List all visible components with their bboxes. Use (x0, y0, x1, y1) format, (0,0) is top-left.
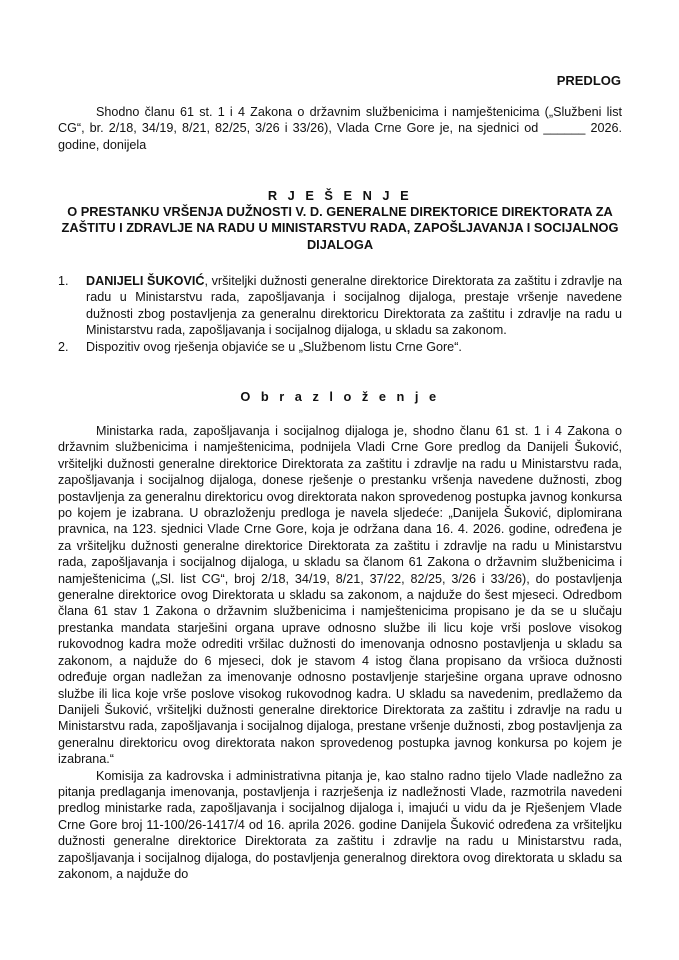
list-item (58, 273, 622, 339)
list-item-text: , vršiteljki dužnosti generalne direktorice Direktorata za zaštitu i zdravlje na radu u Ministarstvu rada, zapošljavanja i socijalnog dijaloga, prestaje vršenje navedene dužnosti zbog postavljenja za generalnu direktoricu Direktorata za zaštitu i zdravlje na radu u Ministarstvu rada, zapošljavanja i socijalnog dijaloga, u skladu sa zakonom. (86, 274, 622, 338)
list-item-number: 2. (58, 339, 69, 354)
list-item-number: 1. (58, 274, 69, 288)
explanation-paragraph: Komisija za kadrovska i administrativna pitanja je, kao stalno radno tijelo Vlade nadležno za pitanja predlaganja imenovanja, postavljenja i razrješenja iz nadležnosti Vlade, razmotrila navedeni predlog ministarke rada, zapošljavanja i socijalnog dijaloga i, imajući u vidu da je Rješenjem Vlade Crne Gore broj 11-100/26-1417/4 od 16. aprila 2026. godine Danijela Šuković određena za vršiteljku dužnosti generalne direktorice Direktorata za zaštitu i zdravlje na radu u Ministarstvu rada, zapošljavanja i socijalnog dijaloga, do postavljenja generalnog direktora ovog direktorata u skladu sa zakonom, a najduže do (58, 768, 622, 881)
list-item (58, 339, 622, 355)
document-title: R J E Š E N J E (267, 188, 413, 203)
explanation-paragraph: Ministarka rada, zapošljavanja i socijalnog dijaloga je, shodno članu 61 st. 1 i 4 Zakona o državnim službenicima i namještenicima, podnijela Vladi Crne Gore predlog da Danijeli Šuković, vršiteljki dužnosti generalne direktorice Direktorata za zaštitu i zdravlje na radu u Ministarstvu rada, zapošljavanja i socijalnog dijaloga, donese rješenje o prestanku vršenja navedene dužnosti, zbog postavljenja za generalnu direktoricu ovog direktorata nakon sprovedenog postupka javnog konkursa po kojem je izabrana. U obrazloženju predloga je navela sljedeće: „Danijela Šuković, diplomirana pravnica, na 123. sjednici Vlade Crne Gore, koja je održana dana 16. 4. 2026. godine, određena je za vršiteljku dužnosti generalne direktorice Direktorata za zaštitu i zdravlje na radu u Ministarstvu rada, zapošljavanja i socijalnog dijaloga, u skladu sa članom 61 Zakona o državnim službenicima i namještenicima („Sl. list CG“, broj 2/18, 34/19, 8/21, 37/22, 82/25, 3/26 i 33/26), do postavljenja generalne direktorice ovog Direktorata u skladu sa zakonom, a najduže do šest mjeseci. Odredbom člana 61 stav 1 Zakona o državnim službenicima i namještenicima propisano je da se u slučaju prestanka mandata starješini organa uprave odnosno službe ili licu koje vrši poslove visokog rukovodnog kadra može odrediti vršilac dužnosti do imenovanja odnosno postavljenja u skladu sa zakonom, a najduže do 6 mjeseci, dok je stavom 4 istog člana propisano da vršioca dužnosti određuje organ nadležan za imenovanje odnosno postavljenje starješine organa uprave odnosno službe ili lica koje vrše poslove visokog rukovodnog kadra. U skladu sa navedenim, predlažemo da Danijeli Šuković, vršiteljki dužnosti generalne direktorice Direktorata za zaštitu i zdravlje na radu u Ministarstvu rada, zapošljavanja i socijalnog dijaloga, prestane vršenje dužnosti, zbog postavljenja za generalnu direktoricu ovog direktorata nakon sprovedenog postupka javnog konkursa po kojem je izabrana.“ (58, 424, 622, 767)
explanation-body (58, 423, 622, 882)
person-name: DANIJELI ŠUKOVIĆ (86, 274, 205, 288)
document-label: PREDLOG (556, 73, 621, 88)
explanation-heading: O b r a z l o ž e n j e (240, 389, 440, 404)
title-block (58, 188, 622, 253)
dispositive-list (58, 273, 622, 355)
intro-paragraph: Shodno članu 61 st. 1 i 4 Zakona o državnim službenicima i namještenicima („Službeni list CG“, br. 2/18, 34/19, 8/21, 82/25, 3/26 i 33/26), Vlada Crne Gore je, na sjednici od ______ 2026. godine, donijela (58, 105, 622, 152)
list-item-text: Dispozitiv ovog rješenja objaviće se u „Službenom listu Crne Gore“. (86, 339, 462, 354)
document-subtitle: O PRESTANKU VRŠENJA DUŽNOSTI V. D. GENERALNE DIREKTORICE DIREKTORATA ZA ZAŠTITU I ZDRAVLJE NA RADU U MINISTARSTVU RADA, ZAPOŠLJAVANJA I SOCIJALNOG DIJALOGA (61, 204, 619, 252)
